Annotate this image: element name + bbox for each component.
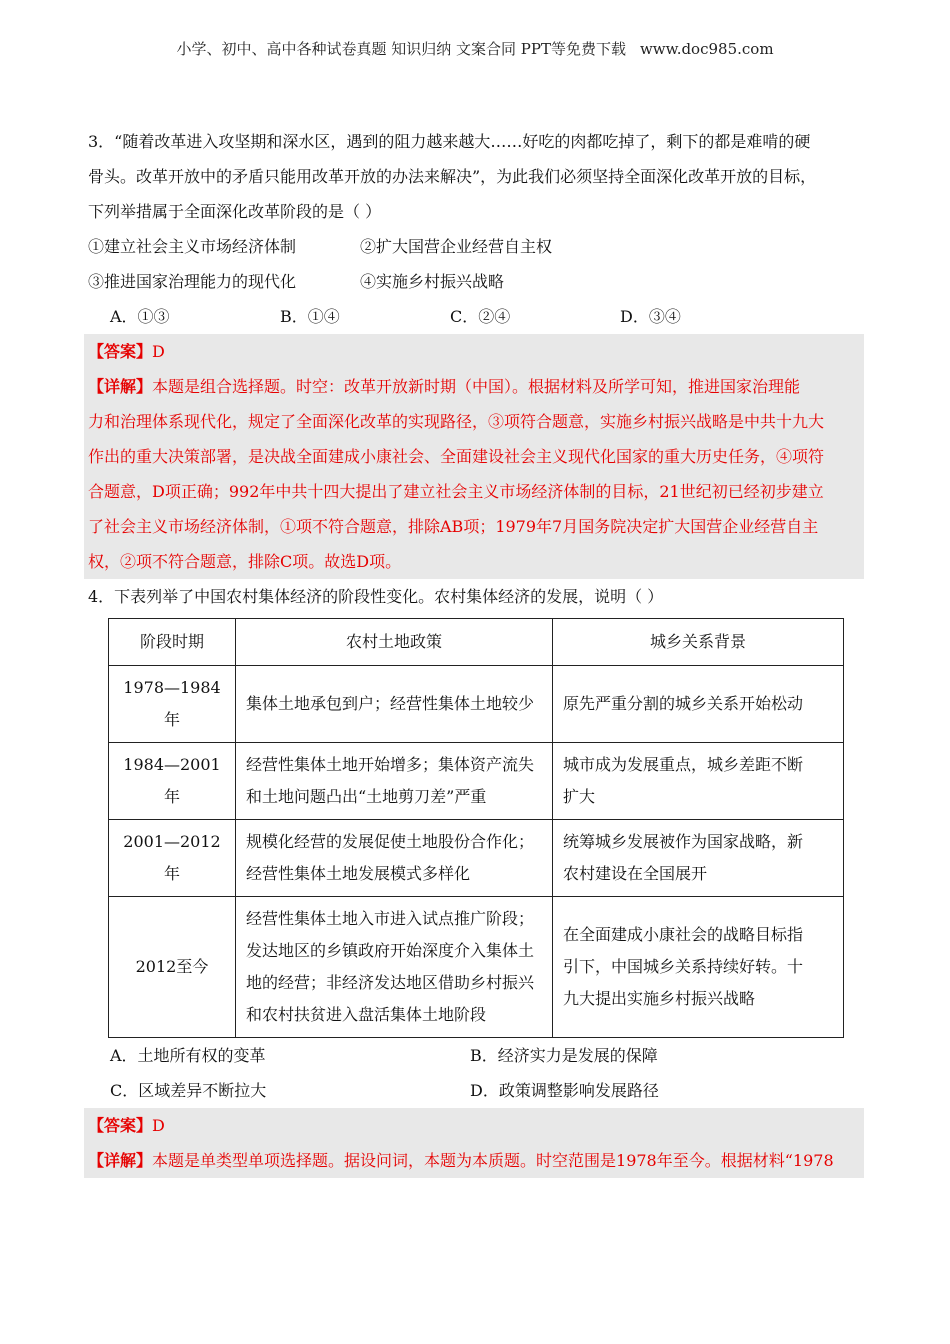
q3-detail-line: 作出的重大决策部署，是决战全面建成小康社会、全面建设社会主义现代化国家的重大历史任务，④项符 <box>88 447 825 466</box>
cell-line: 在全面建成小康社会的战略目标指 <box>563 925 804 944</box>
detail-text: 本题是单类型单项选择题。据设问词，本题为本质题。时空范围是1978年至今。根据材料“1978 <box>152 1151 834 1170</box>
cell-line: 城市成为发展重点，城乡差距不断 <box>563 755 804 774</box>
table-cell-land <box>236 897 553 1038</box>
q3-choice-a: A．①③ <box>110 307 170 326</box>
cell-line: 九大提出实施乡村振兴战略 <box>563 989 756 1008</box>
question-4 <box>88 579 864 1178</box>
table-cell-stage: 1978—1984年 <box>109 666 236 743</box>
detail-text: 本题是组合选择题。时空：改革开放新时期（中国）。根据材料及所学可知，推进国家治理能 <box>152 377 801 396</box>
header-text: 小学、初中、高中各种试卷真题 知识归纳 文案合同 PPT等免费下载 <box>176 40 626 58</box>
cell-line: 经营性集体土地发展模式多样化 <box>246 864 471 883</box>
q3-answer-box <box>84 334 864 579</box>
q3-detail-line: 权，②项不符合题意，排除C项。故选D项。 <box>88 552 402 571</box>
q3-answer <box>88 334 864 369</box>
table-cell-land <box>236 820 553 897</box>
page-header <box>0 38 950 59</box>
table-cell-bg <box>553 897 844 1038</box>
q4-choice-b: B．经济实力是发展的保障 <box>470 1046 658 1065</box>
policy-table <box>108 618 844 1038</box>
table-header-row <box>109 619 844 666</box>
q4-detail-line <box>88 1143 864 1178</box>
q3-item: ①建立社会主义市场经济体制 <box>88 237 297 256</box>
q3-stem-line: 下列举措属于全面深化改革阶段的是（ ） <box>88 202 382 221</box>
q3-choice-c: C．②④ <box>450 307 511 326</box>
table-header: 城乡关系背景 <box>553 619 844 666</box>
table-cell-bg <box>553 666 844 743</box>
table-cell-stage: 2012至今 <box>109 897 236 1038</box>
cell-line: 扩大 <box>563 787 596 806</box>
q4-choice-d: D．政策调整影响发展路径 <box>470 1081 659 1100</box>
q3-detail-line: 力和治理体系现代化，规定了全面深化改革的实现路径，③项符合题意，实施乡村振兴战略是中共十九大 <box>88 412 825 431</box>
cell-line: 统筹城乡发展被作为国家战略，新 <box>563 832 804 851</box>
cell-line: 经营性集体土地入市进入试点推广阶段； <box>246 909 535 928</box>
table-cell-bg <box>553 820 844 897</box>
q3-item: ④实施乡村振兴战略 <box>360 272 505 291</box>
cell-line: 和农村扶贫进入盘活集体土地阶段 <box>246 1005 487 1024</box>
table-cell-bg <box>553 743 844 820</box>
table-row <box>109 897 844 1038</box>
q3-items-row <box>88 229 864 264</box>
table-cell-land <box>236 666 553 743</box>
q4-answer <box>88 1108 864 1143</box>
table-cell-land <box>236 743 553 820</box>
table-cell-stage: 2001—2012年 <box>109 820 236 897</box>
detail-tag: 【详解】 <box>88 1151 153 1170</box>
cell-line: 地的经营；非经济发达地区借助乡村振兴 <box>246 973 535 992</box>
q4-stem: 4．下表列举了中国农村集体经济的阶段性变化。农村集体经济的发展，说明（ ） <box>88 587 664 606</box>
header-url[interactable]: www.doc985.com <box>639 40 774 58</box>
q3-detail-line: 了社会主义市场经济体制，①项不符合题意，排除AB项；1979年7月国务院决定扩大国营企业经营自主 <box>88 517 819 536</box>
answer-tag: 【答案】 <box>88 342 153 361</box>
q3-detail-line <box>88 369 864 404</box>
table-cell-stage: 1984—2001年 <box>109 743 236 820</box>
question-3 <box>88 124 864 579</box>
q3-stem-line: 骨头。改革开放中的矛盾只能用改革开放的办法来解决”，为此我们必须坚持全面深化改革开放的目标， <box>88 167 817 186</box>
document-body <box>88 124 864 1178</box>
cell-line: 引下，中国城乡关系持续好转。十 <box>563 957 804 976</box>
table-header: 农村土地政策 <box>236 619 553 666</box>
table-header: 阶段时期 <box>109 619 236 666</box>
answer-value: D <box>152 1116 165 1135</box>
answer-tag: 【答案】 <box>88 1116 153 1135</box>
q3-items-row <box>88 264 864 299</box>
cell-line: 农村建设在全国展开 <box>563 864 708 883</box>
q4-choice-c: C．区域差异不断拉大 <box>110 1081 267 1100</box>
q3-detail-line: 合题意，D项正确；992年中共十四大提出了建立社会主义市场经济体制的目标，21世纪初已经初步建立 <box>88 482 824 501</box>
q3-stem-line: 3．“随着改革进入攻坚期和深水区，遇到的阻力越来越大……好吃的肉都吃掉了，剩下的都是难啃的硬 <box>88 132 811 151</box>
q3-choice-d: D．③④ <box>620 307 681 326</box>
q3-choice-b: B．①④ <box>280 307 340 326</box>
q4-answer-box <box>84 1108 864 1178</box>
cell-line: 原先严重分割的城乡关系开始松动 <box>563 694 804 713</box>
q3-item: ②扩大国营企业经营自主权 <box>360 237 553 256</box>
detail-tag: 【详解】 <box>88 377 153 396</box>
answer-value: D <box>152 342 165 361</box>
q3-item: ③推进国家治理能力的现代化 <box>88 272 297 291</box>
q4-choices <box>88 1038 864 1108</box>
table-row <box>109 743 844 820</box>
cell-line: 发达地区的乡镇政府开始深度介入集体土 <box>246 941 535 960</box>
table-row <box>109 666 844 743</box>
cell-line: 和土地问题凸出“土地剪刀差”严重 <box>246 787 487 806</box>
cell-line: 集体土地承包到户；经营性集体土地较少 <box>246 694 535 713</box>
cell-line: 经营性集体土地开始增多；集体资产流失 <box>246 755 535 774</box>
table-row <box>109 820 844 897</box>
q3-choices <box>88 299 864 334</box>
cell-line: 规模化经营的发展促使土地股份合作化； <box>246 832 535 851</box>
q4-choice-a: A．土地所有权的变革 <box>110 1046 266 1065</box>
